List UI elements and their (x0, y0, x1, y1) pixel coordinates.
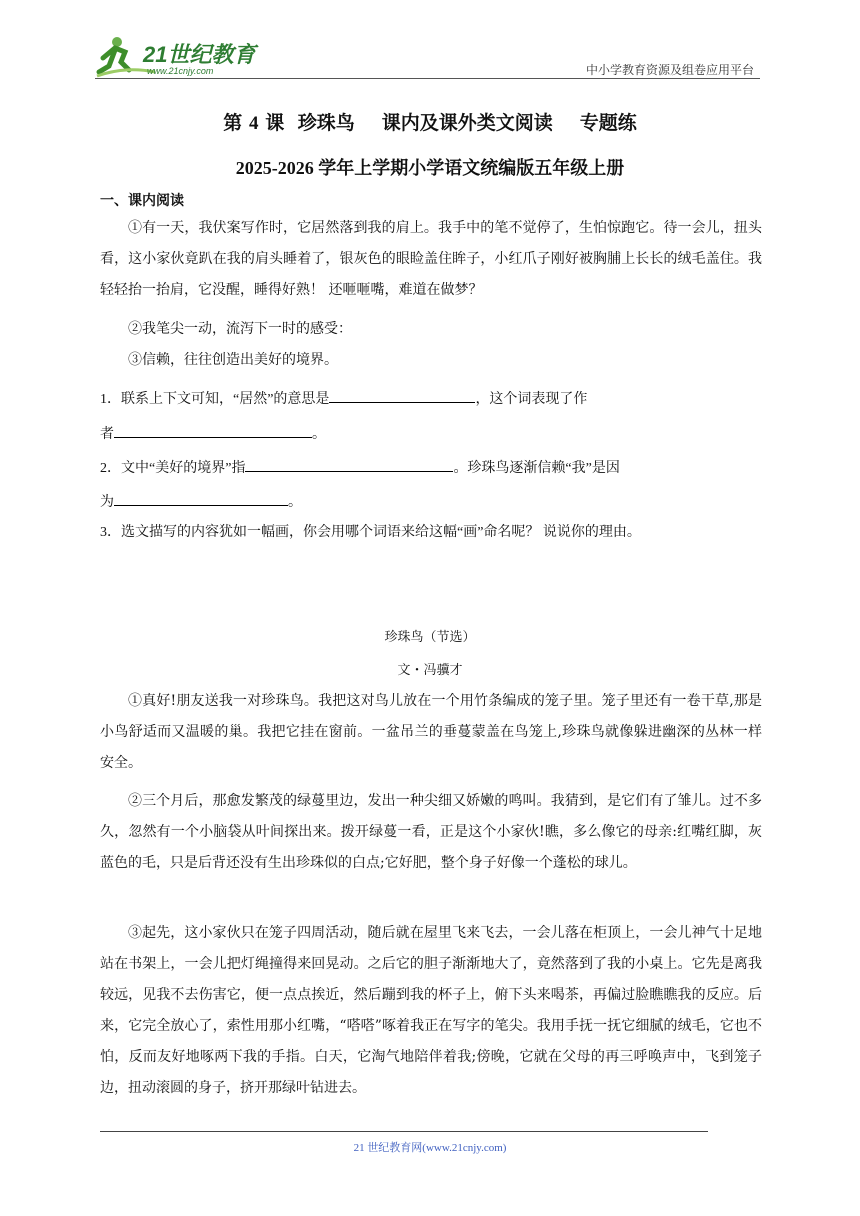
question-2-line-2: 为 。 (100, 490, 302, 513)
title-line-2: 2025-2026 学年上学期小学语文统编版五年级上册 (235, 158, 625, 178)
footer-text: 21 世纪教育网(www.21cnjy.com) (353, 1142, 507, 1154)
reading-paragraph-3: ③信赖，往往创造出美好的境界。 (128, 352, 338, 368)
reading-paragraph-2: ②我笔尖一动，流泻下一时的感受： (128, 321, 352, 337)
answer-blank[interactable] (245, 456, 453, 472)
reading-paragraph-1: ①有一天，我伏案写作时，它居然落到我的肩上。我手中的笔不觉停了，生怕惊跑它。待一会儿，扭头看，这小家伙竟趴在我的肩头睡着了，银灰色的眼睑盖住眸子，小红爪子刚好被胸脯上长长的绒毛盖住。我轻轻抬一抬肩，它没醒，睡得好熟！ 还咂咂嘴，难道在做梦？ (100, 220, 762, 298)
section-heading: 一、课内阅读 (100, 192, 184, 208)
header-divider (95, 78, 760, 79)
question-1-line-1: 1．联系上下文可知，“居然”的意思是 ，这个词表现了作 (100, 387, 587, 410)
passage-paragraph-3: ③起先，这小家伙只在笼子四周活动，随后就在屋里飞来飞去，一会儿落在柜顶上，一会儿神气十足地站在书架上，一会儿把灯绳撞得来回晃动。之后它的胆子渐渐地大了，竟然落到了我的小桌上。它先是离我较远，见我不去伤害它，便一点点挨近，然后蹦到我的杯子上，俯下头来喝茶，再偏过脸瞧瞧我的反应。后来，它完全放心了，索性用那小红嘴，“嗒嗒”啄着我正在写字的笔尖。我用手抚一抚它细腻的绒毛，它也不怕，反而友好地啄两下我的手指。白天，它淘气地陪伴着我;傍晚，它就在父母的再三呼唤声中，飞到笼子边，扭动滚圆的身子，挤开那绿叶钻进去。 (100, 925, 762, 1096)
footer-divider (100, 1131, 708, 1132)
answer-blank[interactable] (114, 422, 312, 438)
logo-text: 21世纪教育 (143, 42, 256, 67)
answer-blank[interactable] (114, 490, 288, 506)
question-2-line-1: 2．文中“美好的境界”指 。珍珠鸟逐渐信赖“我”是因 (100, 456, 620, 479)
passage-paragraph-1: ①真好!朋友送我一对珍珠鸟。我把这对鸟儿放在一个用竹条编成的笼子里。笼子里还有一卷干草,那是小鸟舒适而又温暖的巢。我把它挂在窗前。一盆吊兰的垂蔓蒙盖在鸟笼上,珍珠鸟就像躲进幽深的丛林一样安全。 (100, 693, 762, 771)
question-3: 3．选文描写的内容犹如一幅画，你会用哪个词语来给这幅“画”命名呢？ 说说你的理由。 (100, 525, 641, 540)
logo (95, 36, 265, 80)
logo-url: www.21cnjy.com (147, 66, 214, 76)
passage-title: 珍珠鸟（节选） (384, 630, 476, 645)
answer-blank[interactable] (329, 387, 475, 403)
page-header (95, 36, 760, 80)
passage-author: 文・冯骥才 (397, 663, 463, 678)
title-line-1: 第 4 课 珍珠鸟 课内及课外类文阅读 专题练 (223, 113, 637, 134)
question-1-line-2: 者 。 (100, 422, 326, 445)
header-right-text: 中小学教育资源及组卷应用平台 (585, 63, 754, 77)
passage-paragraph-2: ②三个月后，那愈发繁茂的绿蔓里边，发出一种尖细又娇嫩的鸣叫。我猜到，是它们有了雏儿。过不多久，忽然有一个小脑袋从叶间探出来。拨开绿蔓一看，正是这个小家伙!瞧，多么像它的母亲:红嘴红脚，灰蓝色的毛，只是后背还没有生出珍珠似的白点;它好肥，整个身子好像一个蓬松的球儿。 (100, 793, 762, 871)
